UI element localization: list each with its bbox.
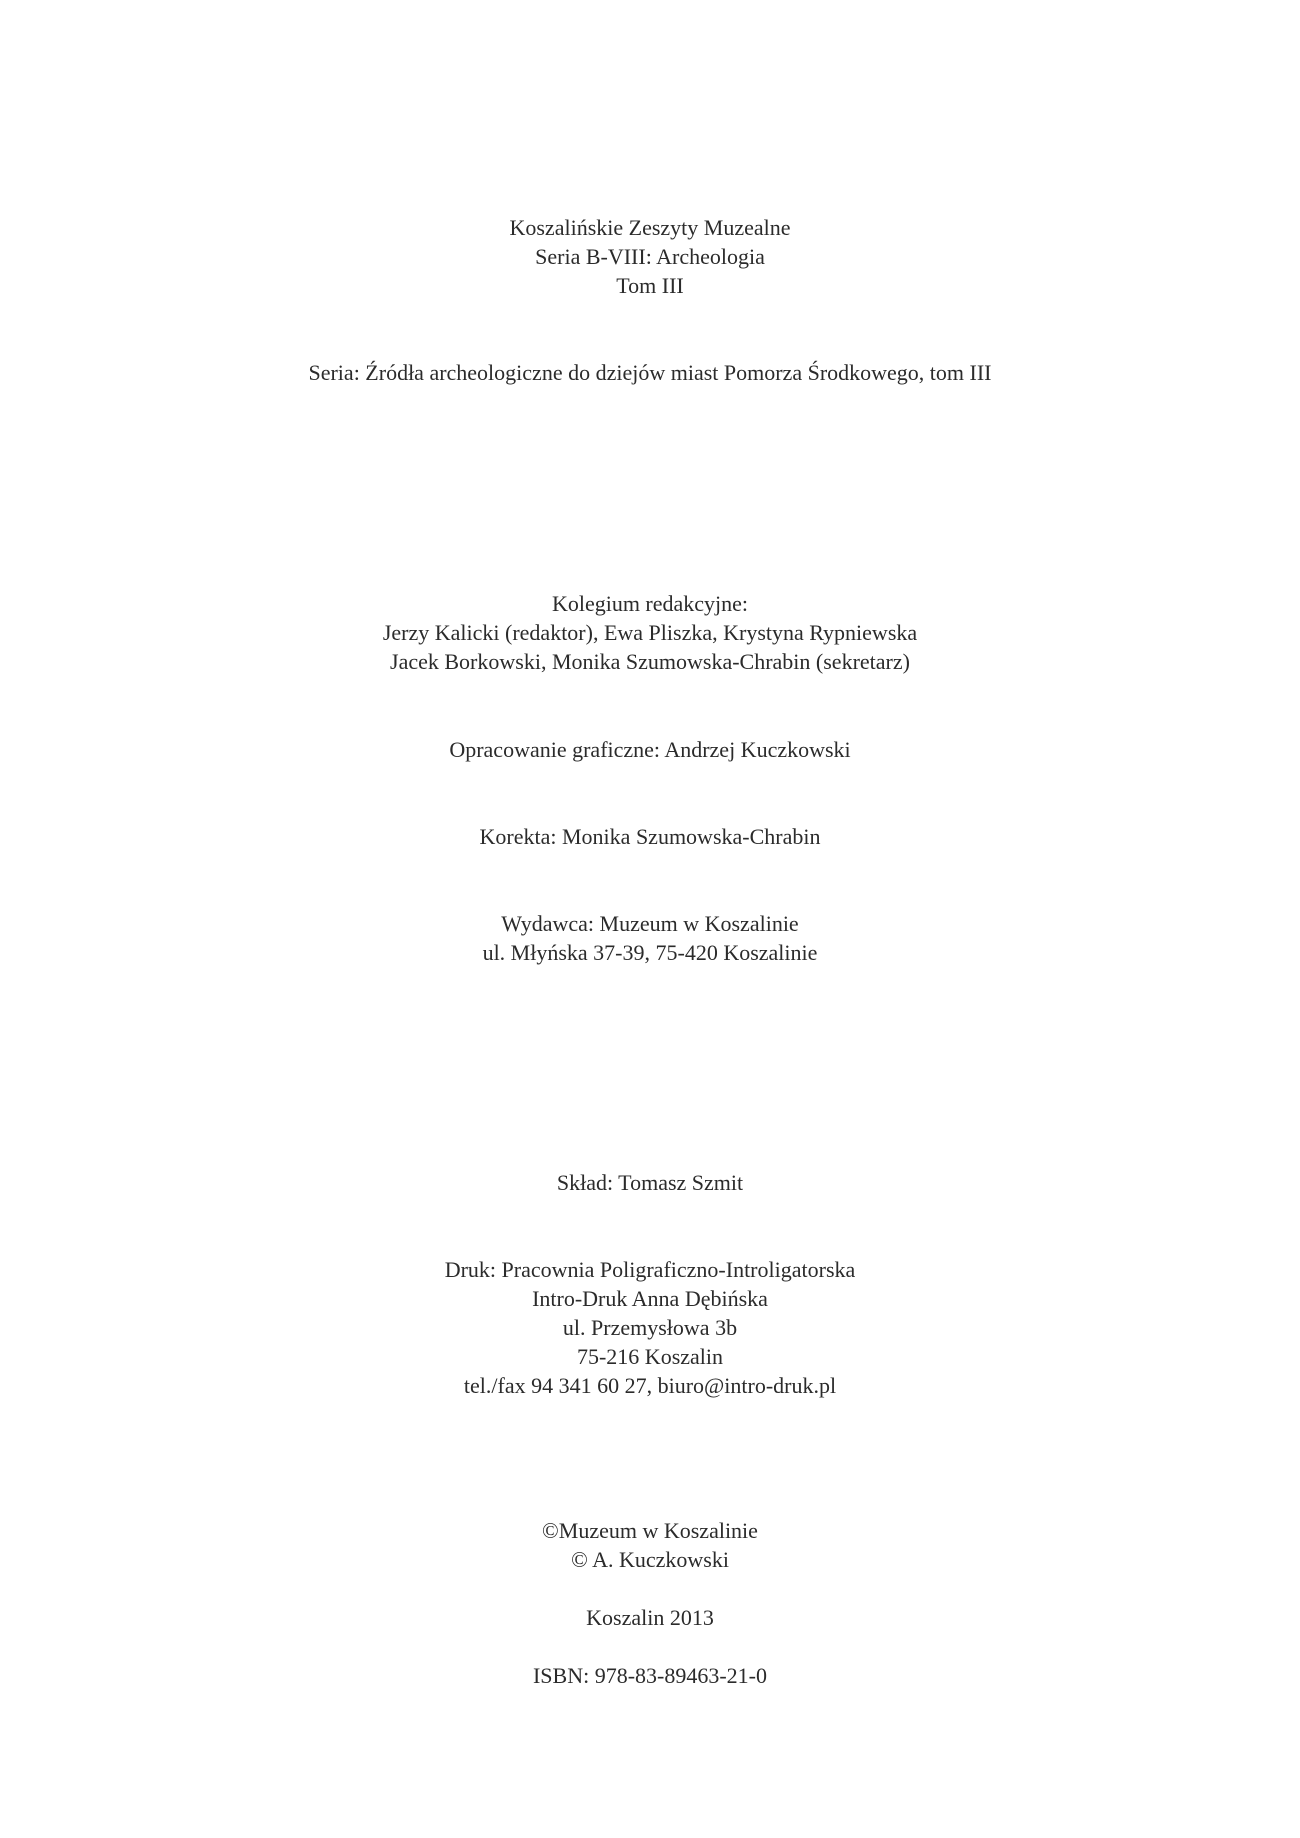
editorial-board-members-2: Jacek Borkowski, Monika Szumowska-Chrabin (sekretarz) xyxy=(390,649,910,674)
editorial-board-members-1: Jerzy Kalicki (redaktor), Ewa Pliszka, Krystyna Rypniewska xyxy=(382,620,918,645)
printing-block xyxy=(0,1255,1300,1400)
isbn-block xyxy=(0,1661,1300,1690)
copyright-block xyxy=(0,1516,1300,1574)
publisher-block xyxy=(0,909,1300,967)
printer-contact: tel./fax 94 341 60 27, biuro@intro-druk.pl xyxy=(463,1373,837,1398)
graphic-design-block xyxy=(0,735,1300,764)
printer-street: ul. Przemysłowa 3b xyxy=(562,1315,738,1340)
place-year: Koszalin 2013 xyxy=(586,1605,714,1630)
journal-title: Koszalińskie Zeszyty Muzealne xyxy=(509,215,791,240)
printer-city: 75-216 Koszalin xyxy=(576,1344,724,1369)
publisher-name: Wydawca: Muzeum w Koszalinie xyxy=(501,911,799,936)
editorial-board-heading: Kolegium redakcyjne: xyxy=(551,591,749,616)
typesetting-block xyxy=(0,1168,1300,1197)
printer-name: Druk: Pracownia Poligraficzno-Introligatorska xyxy=(444,1257,856,1282)
publisher-address: ul. Młyńska 37-39, 75-420 Koszalinie xyxy=(482,940,818,965)
series-block xyxy=(0,213,1300,300)
graphic-design-credit: Opracowanie graficzne: Andrzej Kuczkowski xyxy=(449,737,851,762)
copyright-museum: ©Muzeum w Koszalinie xyxy=(542,1518,758,1543)
source-series-block xyxy=(0,358,1300,387)
volume-number: Tom III xyxy=(616,273,684,298)
editorial-board-block xyxy=(0,589,1300,676)
proofreading-credit: Korekta: Monika Szumowska-Chrabin xyxy=(479,824,821,849)
place-year-block xyxy=(0,1603,1300,1632)
copyright-author: © A. Kuczkowski xyxy=(571,1547,729,1572)
typesetting-credit: Skład: Tomasz Szmit xyxy=(556,1170,744,1195)
printer-company: Intro-Druk Anna Dębińska xyxy=(532,1286,768,1311)
proofreading-block xyxy=(0,822,1300,851)
source-series-title: Seria: Źródła archeologiczne do dziejów miast Pomorza Środkowego, tom III xyxy=(308,360,992,385)
isbn-number: ISBN: 978-83-89463-21-0 xyxy=(532,1663,768,1688)
series-name: Seria B-VIII: Archeologia xyxy=(535,244,765,269)
